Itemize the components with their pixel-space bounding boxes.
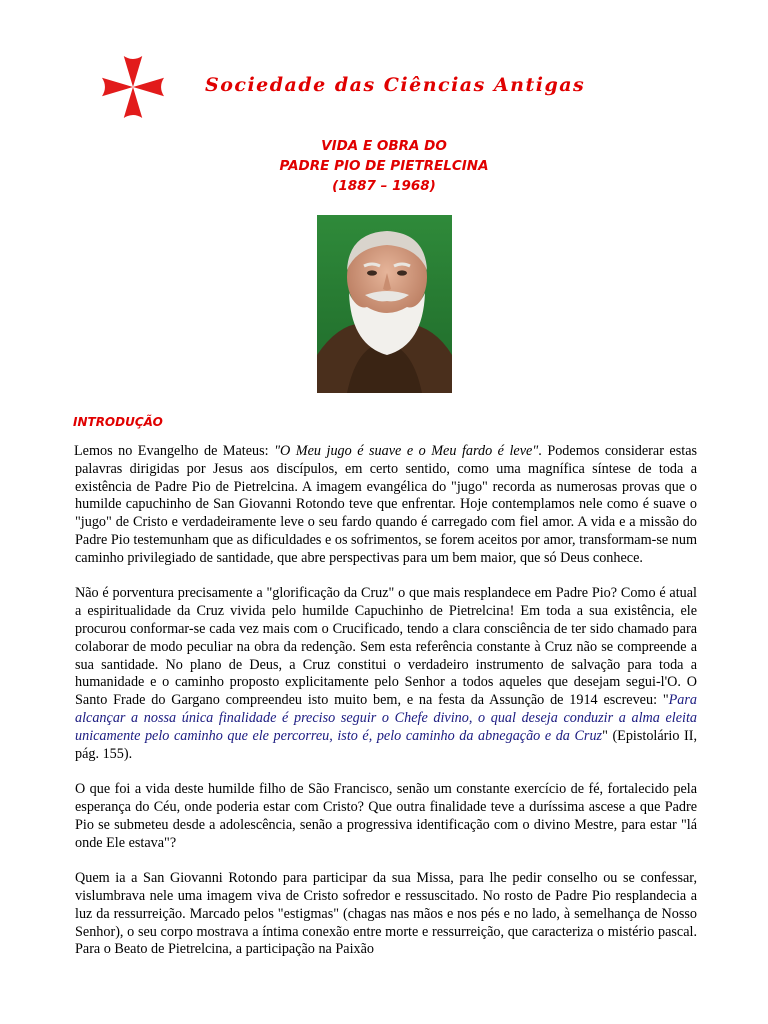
title-line-2: PADRE PIO DE PIETRELCINA: [279, 158, 489, 174]
document-title: [0, 136, 768, 196]
paragraph-1: [75, 443, 697, 568]
title-line-1: VIDA E OBRA DO: [321, 138, 447, 154]
gospel-quote: "O Meu jugo é suave e o Meu fardo é leve": [274, 443, 539, 459]
paragraph-1-start: Lemos no Evangelho de Mateus:: [74, 443, 275, 459]
title-line-3: (1887 – 1968): [332, 178, 436, 194]
paragraph-4: Quem ia a San Giovanni Rotondo para participar da sua Missa, para lhe pedir conselho ou se confessar, vislumbrava nele uma imagem viva de Cristo sofredor e ressuscitado. No rosto de Padre Pio resplandecia a luz da ressurreição. Marcado pelos "estigmas" (chagas nas mãos e nos pés e no lado, à semelhança de Nosso Senhor), o seu corpo mostrava a íntima conexão entre morte e ressurreição, que caracteriza o mistério pascal. Para o Beato de Pietrelcina, a participação na Paixão: [75, 870, 697, 958]
paragraph-2: [75, 585, 697, 763]
templar-cross-icon: [100, 54, 166, 120]
paragraph-1-rest: . Podemos considerar estas palavras dirigidas por Jesus aos discípulos, em certo sentido, como uma magnífica síntese de toda a existência de Padre Pio de Pietrelcina. A imagem evangélica do "jugo" recorda as numerosas provas que o humilde capuchinho de San Giovanni Rotondo teve que enfrentar. Hoje contemplamos nele como é suave o "jugo" de Cristo e verdadeiramente leve o seu fardo quando é carregado com fiel amor. A vida e a missão do Padre Pio testemunham que as dificuldades e os sofrimentos, se forem aceitos por amor, transformam-se num caminho privilegiado de santidade, que abre perspectivas para um bem maior, que só Deus conhece.: [75, 443, 698, 566]
paragraph-2-rest: " (Epistolário II, pág. 155).: [75, 727, 697, 762]
paragraph-3: O que foi a vida deste humilde filho de São Francisco, senão um constante exercício de fé, fortalecido pela esperança do Céu, onde poderia estar com Cristo? Que outra finalidade teve a duríssima ascese a que Padre Pio se submeteu desde a adolescência, senão a progressiva identificação com o divino Mestre, para estar "lá onde Ele estava"?: [75, 781, 697, 851]
paragraph-2-start: Não é porventura precisamente a "glorificação da Cruz" o que mais resplandece em Padre Pio? Como é atual a espiritualidade da Cruz vivida pelo humilde Capuchinho de Pietrelcina! Em toda a sua existência, ele procurou conformar-se cada vez mais com o Crucificado, tendo a clara consciência de ter sido chamado para colaborar de modo peculiar na obra da redenção. Sem esta referência constante à Cruz não se compreende a sua santidade. No plano de Deus, a Cruz constitui o verdadeiro instrumento de salvação para toda a humanidade e o caminho proposto explicitamente pelo Senhor a todos aqueles que desejam segui-l'O. O Santo Frade do Gargano compreendeu isto muito bem, e na festa da Assunção de 1914 escreveu: ": [75, 585, 697, 709]
portrait-photo: [317, 215, 452, 393]
padre-pio-quote: Para alcançar a nossa única finalidade é preciso seguir o Chefe divino, o qual deseja conduzir a alma eleita unicamente pelo caminho que ele percorreu, isto é, pelo caminho da abnegação e da Cruz: [75, 692, 697, 744]
article-body: [75, 443, 697, 977]
society-name: Sociedade das Ciências Antigas: [205, 74, 586, 96]
section-heading: INTRODUÇÃO: [73, 415, 163, 429]
